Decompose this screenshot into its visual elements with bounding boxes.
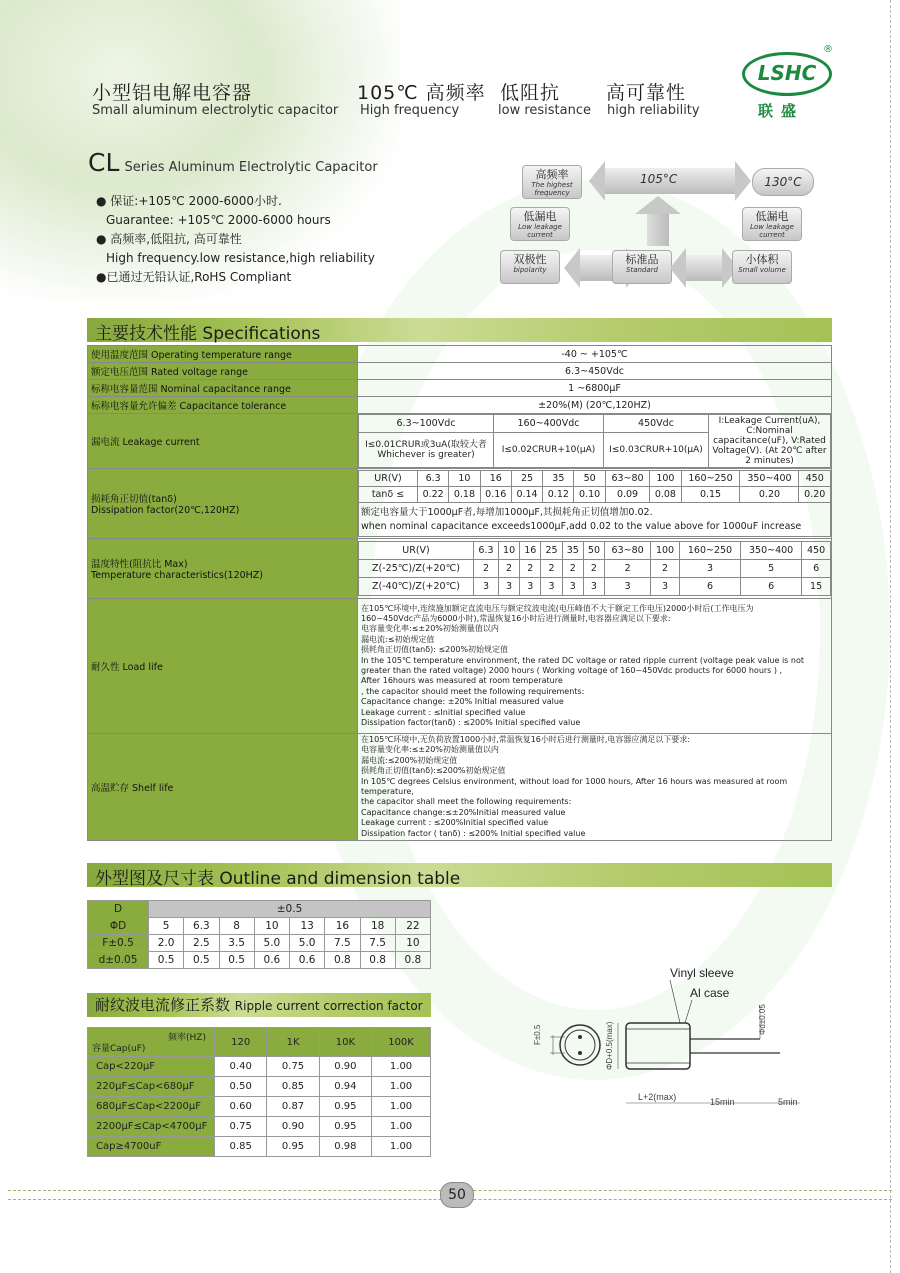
ripple-factor-cell: 1.00 (372, 1117, 431, 1137)
tan-note-en: when nominal capacitance exceeds1000μF,add 0.02 to the value above for 1000uF increase (361, 520, 802, 532)
f-dim-label: F±0.5 (533, 1024, 542, 1045)
flow-label-zh: 标准品 (625, 253, 659, 266)
ripple-band (87, 993, 431, 1017)
row-head: UR(V) (359, 471, 418, 487)
tan-voltage-cell: 63~80 (605, 471, 649, 487)
band-title-en: Outline and dimension table (219, 869, 461, 889)
ripple-freq-cell: 120 (215, 1028, 267, 1057)
text-line: 损耗角正切值(tanδ):≤200%初始规定值 (361, 766, 506, 776)
spec-label (88, 469, 358, 539)
en-feature-reliability: high reliability (607, 103, 700, 118)
bullet-line: ●已通过无铅认证,RoHS Compliant (96, 270, 292, 284)
temp-130: 130°C (752, 168, 814, 196)
tan-voltage-cell: 10 (449, 471, 480, 487)
ripple-freq-cell: 10K (319, 1028, 371, 1057)
dim-d-cell: 0.8 (395, 952, 430, 969)
d-dim-label: Φd±0.05 (758, 1004, 767, 1035)
spec-value: 1 ~6800μF (358, 380, 832, 397)
lead-5-label: 5min (778, 1097, 798, 1107)
dim-head: F±0.5 (88, 935, 149, 952)
flow-label-en: Small volume (738, 266, 786, 274)
dim-phi-cell: 6.3 (184, 918, 219, 935)
flow-label-en: The highest frequency (531, 181, 573, 197)
flow-label-en: Low leakage current (750, 223, 794, 239)
specifications-band (87, 318, 832, 342)
spec-value: 6.3~450Vdc (358, 363, 832, 380)
flow-label-zh: 小体积 (745, 253, 779, 266)
dim-d-cell: 0.5 (149, 952, 184, 969)
leak-header: 450Vdc (604, 415, 709, 433)
ripple-row (88, 1057, 431, 1077)
bullet-line: High frequency.low resistance,high reliability (106, 251, 375, 265)
spec-label (88, 539, 358, 599)
temp-z40-cell: 15 (802, 578, 831, 596)
temp-z40-cell: 3 (562, 578, 583, 596)
text-line: 漏电流:≤初始规定值 (361, 634, 435, 644)
row-head: Z(-25℃)/Z(+20℃) (359, 560, 474, 578)
tan-value-cell: 0.08 (650, 487, 681, 503)
temp-z40-cell: 3 (498, 578, 519, 596)
text-line: greater than the rated voltage) 2000 hours ( Working voltage of 160~450Vdc products for 6000 hours ) , (361, 666, 783, 675)
temp-z25-cell: 2 (562, 560, 583, 578)
ripple-factor-cell: 0.87 (267, 1097, 319, 1117)
ripple-factor-cell: 0.85 (215, 1137, 267, 1157)
series-title (88, 148, 378, 177)
tan-value-cell: 0.18 (449, 487, 480, 503)
ripple-factor-cell: 0.98 (319, 1137, 371, 1157)
l-dim-label: L+2(max) (638, 1092, 677, 1102)
tan-value-cell: 0.14 (511, 487, 542, 503)
temp-voltage-cell: 16 (520, 542, 541, 560)
text-line: 电容量变化率:≤±20%初始测量值以内 (361, 745, 499, 755)
freq-head: 频率(HZ) (168, 1033, 206, 1043)
leak-header: 6.3~100Vdc (359, 415, 494, 433)
end-view-circle (560, 1025, 600, 1065)
dim-f-cell: 7.5 (360, 935, 395, 952)
dissipation-subtable (358, 470, 831, 537)
text-line: 电容量变化率:≤±20%初始测量值以内 (361, 624, 499, 634)
ripple-corner (88, 1028, 215, 1057)
spec-label: 使用温度范围 Operating temperature range (88, 346, 358, 363)
flow-low-leakage-right (742, 207, 802, 241)
dim-d-cell: 0.6 (290, 952, 325, 969)
dim-d-cell: 0.8 (360, 952, 395, 969)
dim-head: d±0.05 (88, 952, 149, 969)
dimension-table (87, 900, 431, 969)
text-line: 在105℃环境中,无负荷放置1000小时,常温恢复16小时后进行测量时,电容器应满足以下要求: (361, 735, 691, 744)
band-title-zh: 主要技术性能 (95, 324, 197, 344)
ripple-row (88, 1117, 431, 1137)
tan-voltage-cell: 450 (799, 471, 831, 487)
text-line: Dissipation factor ( tanδ) : ≤200% Initial specified value (361, 828, 586, 838)
temp-z40-cell: 6 (741, 578, 802, 596)
ripple-factor-cell: 0.40 (215, 1057, 267, 1077)
tan-note (359, 503, 831, 537)
flow-label-zh: 双极性 (513, 253, 547, 266)
dim-phi-cell: 13 (290, 918, 325, 935)
dim-head: D (88, 901, 149, 918)
tan-value-cell: 0.16 (480, 487, 511, 503)
phi-dim-label: ΦD+0.5(max) (605, 1021, 614, 1070)
tan-voltage-cell: 16 (480, 471, 511, 487)
spec-value: -40 ~ +105℃ (358, 346, 832, 363)
leak-note: I:Leakage Current(uA), C:Nominal capacitance(uF), V:Rated Voltage(V). (At 20℃ after 2 minutes) (709, 415, 831, 468)
up-arrow (647, 214, 669, 246)
dim-f-cell: 10 (395, 935, 430, 952)
spec-label: 耐久性 Load life (88, 599, 358, 734)
ripple-factor-cell: 0.85 (267, 1077, 319, 1097)
ripple-table (87, 1027, 431, 1157)
ripple-factor-cell: 0.95 (267, 1137, 319, 1157)
tan-value-cell: 0.09 (605, 487, 649, 503)
ripple-factor-cell: 0.75 (215, 1117, 267, 1137)
dim-f-cell: 7.5 (325, 935, 360, 952)
lead-dot (578, 1035, 582, 1039)
row-head: Z(-40℃)/Z(+20℃) (359, 578, 474, 596)
temp-z40-cell: 3 (520, 578, 541, 596)
temp-z25-cell: 2 (583, 560, 604, 578)
spec-label: 高温贮存 Shelf life (88, 734, 358, 841)
tan-voltage-cell: 350~400 (740, 471, 799, 487)
temp-z40-cell: 3 (541, 578, 562, 596)
ripple-cap-range: Cap≥4700uF (88, 1137, 215, 1157)
dim-phi-cell: 10 (254, 918, 289, 935)
flow-low-leakage-left (510, 207, 570, 241)
dim-f-cell: 5.0 (290, 935, 325, 952)
temp-z40-cell: 6 (679, 578, 740, 596)
text-line: Leakage current : ≤200%Initial specified value (361, 818, 549, 828)
leak-header: 160~400Vdc (494, 415, 604, 433)
ripple-factor-cell: 0.95 (319, 1097, 371, 1117)
outline-drawing (520, 955, 820, 1115)
al-case-label: Al case (690, 986, 730, 1000)
tan-value-cell: 0.15 (681, 487, 740, 503)
text-line: 漏电流:≤200%初始规定值 (361, 755, 458, 765)
text-line: In 105℃ degrees Celsius environment, without load for 1000 hours, After 16 hours was measured at room temperature, (361, 776, 788, 797)
tan-voltage-cell: 100 (650, 471, 681, 487)
dim-f-cell: 3.5 (219, 935, 254, 952)
tan-voltage-cell: 35 (543, 471, 574, 487)
outline-band (87, 863, 832, 887)
tan-value-cell: 0.20 (799, 487, 831, 503)
dim-tolerance: ±0.5 (149, 901, 431, 918)
tan-voltage-cell: 6.3 (418, 471, 449, 487)
bullet-line: Guarantee: +105℃ 2000-6000 hours (106, 213, 331, 227)
text-line: 160~450Vdc产品为6000小时),常温恢复16小时后进行测量时,电容器应满足以下要求: (361, 613, 671, 623)
band-title-zh: 耐纹波电流修正系数 (95, 996, 231, 1014)
spec-value: ±20%(M) (20℃,120HZ) (358, 397, 832, 414)
temp-z25-cell: 2 (474, 560, 499, 578)
flow-bipolar (500, 250, 560, 284)
lead-dot (578, 1051, 582, 1055)
ripple-cap-range: 680μF≤Cap<2200μF (88, 1097, 215, 1117)
temp-z25-cell: 2 (651, 560, 680, 578)
ripple-cap-range: 220μF≤Cap<680μF (88, 1077, 215, 1097)
temp-label-zh: 温度特性(阻抗比 Max) (91, 559, 188, 570)
ripple-factor-cell: 1.00 (372, 1097, 431, 1117)
temp-z25-cell: 5 (741, 560, 802, 578)
tan-value-cell: 0.10 (574, 487, 605, 503)
tan-voltage-cell: 160~250 (681, 471, 740, 487)
temp-voltage-cell: 25 (541, 542, 562, 560)
ripple-freq-cell: 1K (267, 1028, 319, 1057)
registered-mark: ® (823, 44, 833, 55)
dim-phi-cell: 5 (149, 918, 184, 935)
page-edge-line (890, 0, 892, 1273)
text-line: the capacitor shall meet the following requirements: (361, 797, 572, 807)
temp-z25-cell: 3 (679, 560, 740, 578)
ripple-cap-range: 2200μF≤Cap<4700μF (88, 1117, 215, 1137)
tan-label-en: Dissipation factor(20℃,120HZ) (91, 505, 240, 516)
dim-d-cell: 0.6 (254, 952, 289, 969)
flow-label-zh: 低漏电 (523, 210, 557, 223)
tan-value-cell: 0.12 (543, 487, 574, 503)
arrow-right (686, 255, 722, 281)
leak-formula: I≤0.01CRUR或3uA(取较大者 Whichever is greater) (359, 433, 494, 468)
tan-label-zh: 损耗角正切值(tanδ) (91, 494, 177, 505)
dim-phi-cell: 8 (219, 918, 254, 935)
flow-label-en: Low leakage current (518, 223, 562, 239)
dim-phi-cell: 22 (395, 918, 430, 935)
spec-label: 标称电容量允许偏差 Capacitance tolerance (88, 397, 358, 414)
flow-label-en: Standard (626, 266, 658, 274)
band-title-en: Specifications (202, 324, 321, 344)
temp-z40-cell: 3 (651, 578, 680, 596)
text-line: Dissipation factor(tanδ) : ≤200% Initial specified value (361, 718, 581, 728)
leakage-subtable (358, 414, 831, 468)
tan-note-zh: 额定电容量大于1000μF者,每增加1000μF,其损耗角正切值增加0.02. (361, 506, 653, 518)
temp-voltage-cell: 50 (583, 542, 604, 560)
temp-105: 105°C (640, 172, 678, 186)
flow-standard (612, 250, 672, 284)
zh-feature-resistance: 低阻抗 (500, 82, 561, 104)
zh-feature-reliability: 高可靠性 (606, 82, 687, 104)
flow-high-frequency (522, 165, 582, 199)
tan-voltage-cell: 50 (574, 471, 605, 487)
en-product-title: Small aluminum electrolytic capacitor (92, 103, 339, 118)
ripple-factor-cell: 1.00 (372, 1057, 431, 1077)
bullet-line: ● 高频率,低阻抗, 高可靠性 (96, 232, 242, 246)
leak-formula: I≤0.02CRUR+10(μA) (494, 433, 604, 468)
temp-voltage-cell: 450 (802, 542, 831, 560)
ripple-factor-cell: 0.50 (215, 1077, 267, 1097)
ripple-factor-cell: 0.90 (319, 1057, 371, 1077)
lshc-logo: LSHC (742, 52, 832, 96)
end-view-inner (565, 1030, 595, 1060)
text-line: Capacitance change: ±20% Initial measured value (361, 697, 564, 707)
temp-voltage-cell: 100 (651, 542, 680, 560)
temp-voltage-cell: 35 (562, 542, 583, 560)
spec-label: 漏电流 Leakage current (88, 414, 358, 469)
dim-d-cell: 0.5 (184, 952, 219, 969)
temp-z40-cell: 3 (605, 578, 651, 596)
band-title-en: Ripple current correction factor (234, 999, 423, 1013)
zh-feature-frequency: 105℃ 高频率 (357, 82, 486, 104)
dim-phi-cell: 18 (360, 918, 395, 935)
temp-z25-cell: 2 (605, 560, 651, 578)
ripple-cap-range: Cap<220μF (88, 1057, 215, 1077)
temp-voltage-cell: 350~400 (741, 542, 802, 560)
en-feature-frequency: High frequency (360, 103, 460, 118)
feature-bullets (96, 192, 375, 287)
temp-voltage-cell: 63~80 (605, 542, 651, 560)
ripple-row (88, 1077, 431, 1097)
flow-label-en: bipolarity (513, 266, 547, 274)
ripple-row (88, 1137, 431, 1157)
case-body (626, 1023, 690, 1069)
text-line: 在105℃环境中,连续施加额定直流电压与额定纹波电流(电压峰值不大于额定工作电压)2000小时后(工作电压为 (361, 603, 754, 613)
temp-z25-cell: 2 (541, 560, 562, 578)
logo-chinese-name: 联盛 (758, 102, 805, 120)
ripple-row (88, 1097, 431, 1117)
ripple-factor-cell: 1.00 (372, 1077, 431, 1097)
vinyl-sleeve-label: Vinyl sleeve (670, 966, 734, 980)
temp-z25-cell: 2 (498, 560, 519, 578)
ripple-factor-cell: 0.90 (267, 1117, 319, 1137)
dim-f-cell: 2.5 (184, 935, 219, 952)
dim-d-cell: 0.5 (219, 952, 254, 969)
series-code: CL (88, 148, 120, 177)
tan-value-cell: 0.22 (418, 487, 449, 503)
flow-label-zh: 低漏电 (755, 210, 789, 223)
leak-formula: I≤0.03CRUR+10(μA) (604, 433, 709, 468)
text-line: After 16hours was measured at room temperature (361, 676, 563, 686)
band-title-zh: 外型图及尺寸表 (95, 869, 214, 889)
temp-z25-cell: 2 (520, 560, 541, 578)
temp-voltage-cell: 160~250 (679, 542, 740, 560)
tan-value-cell: 0.20 (740, 487, 799, 503)
dim-d-cell: 0.8 (325, 952, 360, 969)
zh-product-title: 小型铝电解电容器 (92, 82, 253, 104)
temp-z25-cell: 6 (802, 560, 831, 578)
dim-f-cell: 2.0 (149, 935, 184, 952)
en-feature-resistance: low resistance (498, 103, 591, 118)
dim-phi-cell: 16 (325, 918, 360, 935)
temp-z40-cell: 3 (474, 578, 499, 596)
temp-z40-cell: 3 (583, 578, 604, 596)
text-line: , the capacitor should meet the following requirements: (361, 686, 585, 696)
ripple-factor-cell: 0.75 (267, 1057, 319, 1077)
dim-head: ΦD (88, 918, 149, 935)
text-line: 损耗角正切值(tanδ): ≤200%初始规定值 (361, 645, 509, 655)
tan-voltage-cell: 25 (511, 471, 542, 487)
load-life-text (358, 599, 832, 734)
flow-label-zh: 高频率 (535, 168, 569, 181)
page-number: 50 (440, 1182, 474, 1208)
temp-label-en: Temperature characteristics(120HZ) (91, 570, 264, 581)
spec-label: 标称电容量范围 Nominal capacitance range (88, 380, 358, 397)
cap-head: 容量Cap(uF) (92, 1044, 146, 1054)
bullet-line: ● 保证:+105℃ 2000-6000小时. (96, 194, 282, 208)
lead-15-label: 15min (710, 1097, 735, 1107)
spec-label: 额定电压范围 Rated voltage range (88, 363, 358, 380)
flow-small-volume (732, 250, 792, 284)
specifications-table (87, 345, 832, 841)
text-line: Leakage current : ≤Initial specified value (361, 707, 526, 717)
row-head: tanδ ≤ (359, 487, 418, 503)
shelf-life-text (358, 734, 832, 841)
series-description: Series Aluminum Electrolytic Capacitor (124, 160, 378, 175)
temp-voltage-cell: 10 (498, 542, 519, 560)
temp-voltage-cell: 6.3 (474, 542, 499, 560)
temperature-subtable (358, 541, 831, 596)
ripple-factor-cell: 0.94 (319, 1077, 371, 1097)
ripple-factor-cell: 0.60 (215, 1097, 267, 1117)
ripple-freq-cell: 100K (372, 1028, 431, 1057)
text-line: Capacitance change:≤±20%Initial measured value (361, 807, 566, 817)
row-head: UR(V) (359, 542, 474, 560)
ripple-factor-cell: 1.00 (372, 1137, 431, 1157)
dim-f-cell: 5.0 (254, 935, 289, 952)
ripple-factor-cell: 0.95 (319, 1117, 371, 1137)
text-line: In the 105℃ temperature environment, the rated DC voltage or rated ripple current (voltage peak value is not (361, 655, 804, 665)
